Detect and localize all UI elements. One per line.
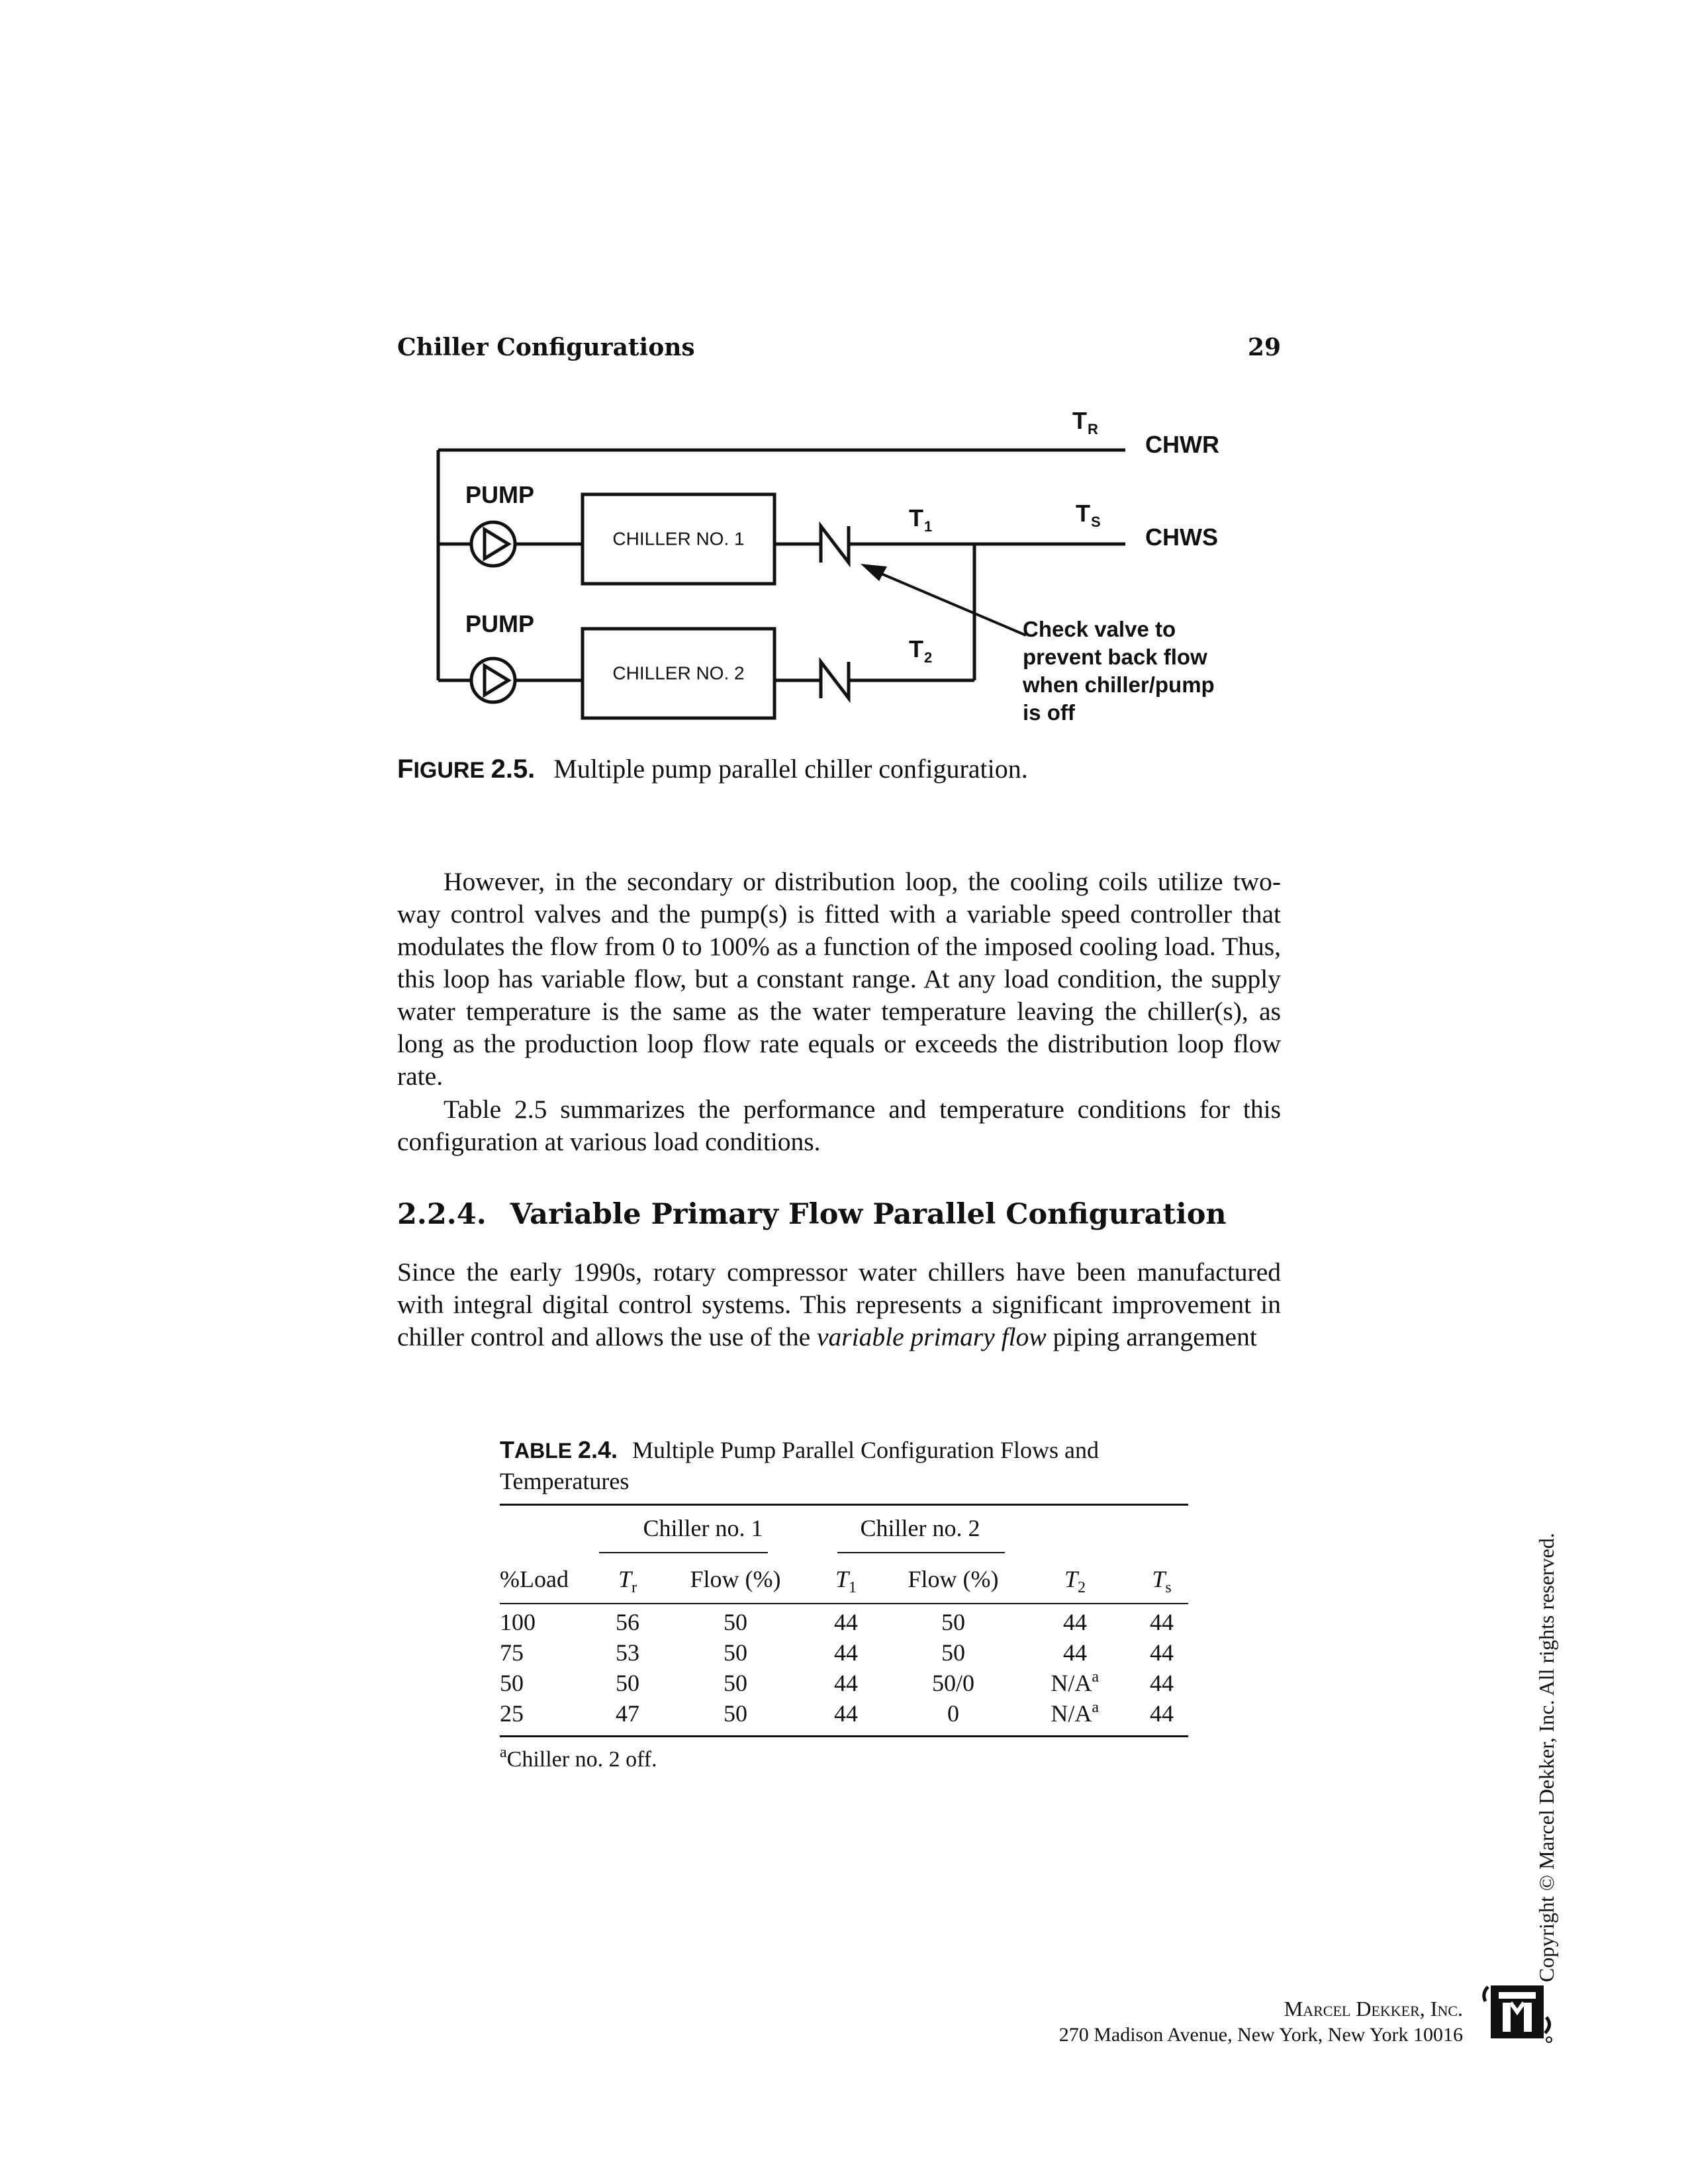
table-cell-ts: 44: [1150, 1670, 1174, 1696]
table-caption-label: TABLE 2.4.: [500, 1436, 618, 1463]
table-cell-t1: 44: [834, 1609, 858, 1635]
table-cell-load: 50: [500, 1670, 524, 1696]
table-cell-load: 75: [500, 1639, 524, 1666]
section-heading: [397, 1198, 1227, 1231]
body-paragraph-2: Table 2.5 summarizes the performance and temperature conditions for this configuration at various load conditions.: [397, 1095, 1281, 1156]
check-valve-note-line-4: is off: [1023, 700, 1075, 725]
table-cell-load: 25: [500, 1700, 524, 1727]
table-caption: [500, 1435, 1188, 1496]
figure-caption: [397, 753, 1028, 784]
check-valve-1-icon: [821, 526, 849, 563]
body-paragraph-3: Since the early 1990s, rotary compressor water chillers have been manufactured with integral digital control systems. This represents a significant improvement in chiller control and allows the use of the variable primary flow piping arrangement: [397, 1257, 1281, 1351]
table-cell-tr: 47: [616, 1700, 639, 1727]
pump-1-label: PUMP: [465, 481, 535, 508]
table-cell-tr: 56: [616, 1609, 639, 1635]
t1-label-base: T: [909, 504, 923, 531]
body-paragraph-1: However, in the secondary or distribution loop, the cooling coils utilize two-way control valves and the pump(s) is fitted with a variable speed controller that modulates the flow from 0 to 100% as a function of the imposed cooling load. Thus, this loop has variable flow, but a constant range. At any load condition, the supply water temperature is the same as the water temperature leaving the chiller(s), as long as the production loop flow rate equals or exceeds the distribution loop flow rate.: [397, 867, 1281, 1091]
table-cell-flow-1: 50: [724, 1700, 747, 1727]
table-cell-flow-1: 50: [724, 1609, 747, 1635]
table-cell-t1: 44: [834, 1700, 858, 1727]
table-caption-text: Multiple Pump Parallel Configuration Flows and Temperatures: [500, 1437, 1099, 1494]
column-header-flow-1: Flow (%): [690, 1566, 781, 1592]
table-footnote: $^a$Chiller no. 2 off.: [500, 1744, 657, 1772]
ts-label-sub: S: [1091, 514, 1101, 530]
chws-label: CHWS: [1145, 523, 1218, 551]
figure-caption-text: Multiple pump parallel chiller configuration.: [553, 754, 1028, 784]
table-cell-flow-2: 0: [947, 1700, 959, 1727]
table-cell-flow-1: 50: [724, 1670, 747, 1696]
publisher-block: [1059, 1995, 1463, 2048]
pump-1-arrow: [485, 529, 508, 559]
group-rule-chiller-1: [599, 1552, 768, 1553]
t2-label-sub: 2: [924, 649, 933, 666]
section-number: 2.2.4.: [397, 1198, 487, 1231]
page-number: 29: [1247, 334, 1281, 361]
check-valve-arrowhead-icon: [861, 564, 887, 581]
table-cell-flow-2: 50: [941, 1639, 965, 1666]
chwr-label: CHWR: [1145, 431, 1219, 458]
pump-2-arrow: [485, 666, 508, 695]
table-cell-flow-2: 50: [941, 1609, 965, 1635]
table-cell-tr: 50: [616, 1670, 639, 1696]
column-header-t2: $T_2$: [1064, 1566, 1086, 1596]
tr-label-base: T: [1072, 407, 1087, 434]
table-cell-load: 100: [500, 1609, 536, 1635]
table-header-rule: [500, 1603, 1188, 1604]
column-header-t1: $T_1$: [835, 1566, 857, 1596]
chiller-configuration-diagram: [397, 390, 1297, 748]
chiller-2-label: CHILLER NO. 2: [612, 662, 745, 684]
ts-label-base: T: [1076, 500, 1090, 527]
check-valve-2-icon: [821, 662, 849, 698]
check-valve-note-line-3: when chiller/pump: [1023, 672, 1215, 697]
group-header-chiller-1: Chiller no. 1: [643, 1515, 763, 1541]
table-cell-ts: 44: [1150, 1639, 1174, 1666]
table-cell-t2: 44: [1063, 1639, 1087, 1666]
check-valve-note-line-2: prevent back flow: [1023, 645, 1207, 669]
check-valve-leader-line: [874, 570, 1026, 635]
t2-label-base: T: [909, 635, 923, 662]
publisher-logo-icon: [1481, 1979, 1554, 2045]
column-header-ts: $T_s$: [1152, 1566, 1172, 1596]
table-bottom-rule: [500, 1735, 1188, 1737]
group-header-chiller-2: Chiller no. 2: [860, 1515, 980, 1541]
table-cell-t2: 44: [1063, 1609, 1087, 1635]
publisher-name: Marcel Dekker, Inc.: [1284, 1997, 1463, 2021]
column-header-flow-2: Flow (%): [908, 1566, 999, 1592]
tr-label-sub: R: [1088, 421, 1098, 437]
figure-caption-label: FIGURE 2.5.: [397, 754, 536, 784]
chiller-1-label: CHILLER NO. 1: [612, 528, 745, 549]
table-cell-ts: 44: [1150, 1700, 1174, 1727]
table-cell-t1: 44: [834, 1639, 858, 1666]
column-header-load: %Load: [500, 1566, 569, 1592]
pump-2-label: PUMP: [465, 610, 535, 637]
running-head-title: Chiller Configurations: [397, 334, 695, 361]
section-title: Variable Primary Flow Parallel Configuration: [510, 1198, 1227, 1231]
table-cell-t2: $N/A^a$: [1051, 1699, 1099, 1727]
group-rule-chiller-2: [837, 1552, 1005, 1553]
table-cell-t2: $N/A^a$: [1051, 1668, 1099, 1696]
publisher-address: 270 Madison Avenue, New York, New York 10016: [1058, 2024, 1463, 2046]
table-cell-ts: 44: [1150, 1609, 1174, 1635]
t1-label-sub: 1: [924, 518, 933, 535]
check-valve-note-line-1: Check valve to: [1023, 617, 1176, 641]
table-cell-tr: 53: [616, 1639, 639, 1666]
copyright-notice: Copyright © Marcel Dekker, Inc. All rights reserved.: [1534, 1533, 1558, 1982]
column-header-tr: $T_r$: [618, 1566, 637, 1596]
running-head: [397, 334, 1281, 373]
table-cell-flow-2: 50/0: [931, 1670, 975, 1696]
table-cell-t1: 44: [834, 1670, 858, 1696]
table-cell-flow-1: 50: [724, 1639, 747, 1666]
emphasis-variable-primary-flow: variable primary flow: [817, 1322, 1047, 1351]
table-top-rule: [500, 1504, 1188, 1506]
